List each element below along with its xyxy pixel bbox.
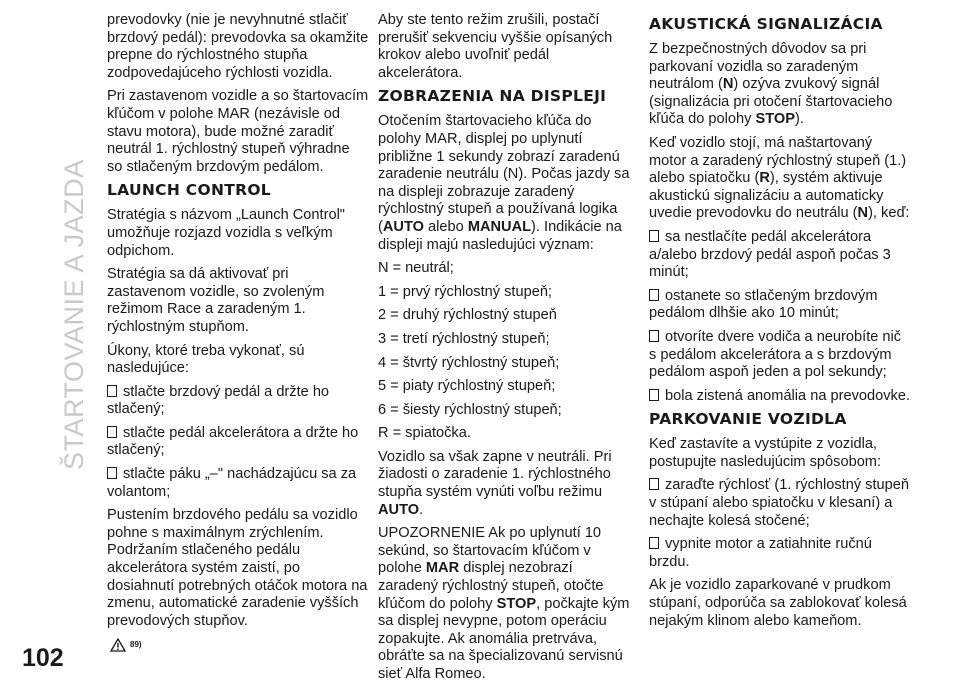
list-item: stlačte brzdový pedál a držte ho stlačený; — [107, 383, 330, 418]
paragraph: Aby ste tento režim zrušili, postačí prerušiť sekvenciu vyššie opísaných krokov alebo uvoľniť pedál akcelerátora. — [378, 12, 613, 81]
list-item: stlačte pedál akcelerátora a držte ho stlačený; — [107, 424, 359, 459]
paragraph: Vozidlo sa však zapne v neutráli. Pri žiadosti o zaradenie 1. rýchlostného stupňa systém vynúti voľbu režimu AUTO. — [378, 448, 612, 518]
section-heading-launch-control: LAUNCH CONTROL — [107, 181, 271, 200]
chapter-side-title: ŠTARTOVANIE A JAZDA — [59, 159, 89, 470]
bullet-square-icon — [649, 537, 659, 549]
list-item: ostanete so stlačeným brzdovým pedálom dlhšie ako 10 minút; — [649, 287, 878, 322]
paragraph: Keď vozidlo stojí, má naštartovaný motor a zaradený rýchlostný stupeň (1.) alebo spiatočku (R), systém aktivuje akustickú signalizáciu a automaticky uvedie prevodovku do neutrálu (N), keď: — [649, 134, 910, 222]
bullet-square-icon — [107, 467, 117, 479]
column-1 — [107, 12, 369, 654]
gear-line: 2 = druhý rýchlostný stupeň — [378, 307, 557, 324]
warning-ref-number: 89) — [130, 640, 142, 650]
list-item: sa nestlačíte pedál akcelerátora a/alebo brzdový pedál aspoň počas 3 minút; — [649, 228, 891, 281]
paragraph: Úkony, ktoré treba vykonať, sú nasledujúce: — [107, 342, 305, 377]
list-item: bola zistená anomália na prevodovke. — [649, 388, 911, 406]
warning-triangle-icon — [110, 638, 126, 652]
bullet-square-icon — [649, 230, 659, 242]
list-item: vypnite motor a zatiahnite ručnú brzdu. — [649, 536, 872, 570]
bullet-square-icon — [649, 478, 659, 490]
column-3 — [649, 12, 911, 636]
paragraph: prevodovky (nie je nevyhnutné stlačiť brzdový pedál): prevodovka sa okamžite prepne do rýchlostného stupňa zodpovedajúceho rýchlosti vozidla. — [107, 12, 369, 81]
column-2 — [378, 12, 633, 690]
section-heading-parking: PARKOVANIE VOZIDLA — [649, 410, 847, 429]
paragraph: Ak je vozidlo zaparkované v prudkom stúpaní, odporúča sa zablokovať kolesá nejakým klinom alebo kameňom. — [649, 577, 907, 629]
gear-line: 1 = prvý rýchlostný stupeň; — [378, 283, 552, 300]
section-heading-acoustic-signal: AKUSTICKÁ SIGNALIZÁCIA — [649, 15, 883, 33]
gear-line: 6 = šiesty rýchlostný stupeň; — [378, 401, 562, 418]
paragraph: Keď zastavíte a vystúpite z vozidla, postupujte nasledujúcim spôsobom: — [649, 436, 882, 470]
paragraph: Z bezpečnostných dôvodov sa pri parkovaní vozidla so zaradeným neutrálom (N) ozýva zvukový signál (signalizácia pri otočení štartovacieho kľúča do polohy STOP). — [649, 41, 893, 128]
list-item: otvoríte dvere vodiča a neurobíte nič s pedálom akcelerátora a s brzdovým pedálom aspoň jeden a pol sekundy; — [649, 328, 902, 381]
paragraph: Pustením brzdového pedálu sa vozidlo pohne s maximálnym zrýchlením. Podržaním stlačeného pedálu akcelerátora systém zaistí, po dosiahnutí potrebných otáčok motora na zmenu, automatické zaradenie vyšších prevodových stupňov. — [107, 507, 368, 629]
list-item: zaraďte rýchlosť (1. rýchlostný stupeň v stúpaní alebo spiatočku v klesaní) a nechajte kolesá stočené; — [649, 477, 909, 529]
bullet-square-icon — [649, 389, 659, 401]
list-item: stlačte páku „–" nachádzajúcu sa za volantom; — [107, 466, 357, 500]
gear-line: 3 = tretí rýchlostný stupeň; — [378, 330, 550, 347]
bullet-square-icon — [107, 385, 117, 397]
bullet-square-icon — [107, 426, 117, 438]
paragraph: Pri zastavenom vozidle a so štartovacím kľúčom v polohe MAR (nezávisle od stavu motora), bude možné zaradiť neutrál 1. rýchlostný stupeň výhradne so stlačeným brzdovým pedálom. — [107, 88, 369, 175]
gear-line: 5 = piaty rýchlostný stupeň; — [378, 378, 556, 395]
gear-line: N = neutrál; — [378, 260, 454, 277]
warning-reference — [110, 636, 369, 654]
paragraph: Otočením štartovacieho kľúča do polohy MAR, displej po uplynutí približne 1 sekundy zobrazí zaradenú zaradenie neutrálu (N). Počas jazdy sa na displeji zobrazuje zaradený rýchlostný stupeň a používaná logika (AUTO alebo MANUAL). Indikácie na displeji majú nasledujúci význam: — [378, 113, 630, 253]
gear-line: 4 = štvrtý rýchlostný stupeň; — [378, 354, 560, 371]
page-number: 102 — [22, 644, 64, 672]
paragraph: Stratégia s názvom „Launch Control" umožňuje rozjazd vozidla s veľkým odpichom. — [107, 207, 345, 259]
paragraph: Stratégia sa dá aktivovať pri zastavenom vozidle, so zvoleným režimom Race a zaradeným 1. rýchlostným stupňom. — [107, 266, 325, 335]
section-heading-display: ZOBRAZENIA NA DISPLEJI — [378, 87, 607, 106]
paragraph: UPOZORNENIE Ak po uplynutí 10 sekúnd, so štartovacím kľúčom v polohe MAR displej nezobrazí zaradený rýchlostný stupeň, otočte kľúčom do polohy STOP, počkajte kým sa displej nevypne, potom operáciu zopakujte. Ak anomália pretrváva, obráťte sa na špecializovanú servisnú sieť Alfa Romeo. — [378, 525, 630, 682]
bullet-square-icon — [649, 289, 659, 301]
bullet-square-icon — [649, 330, 659, 342]
gear-line: R = spiatočka. — [378, 425, 471, 442]
